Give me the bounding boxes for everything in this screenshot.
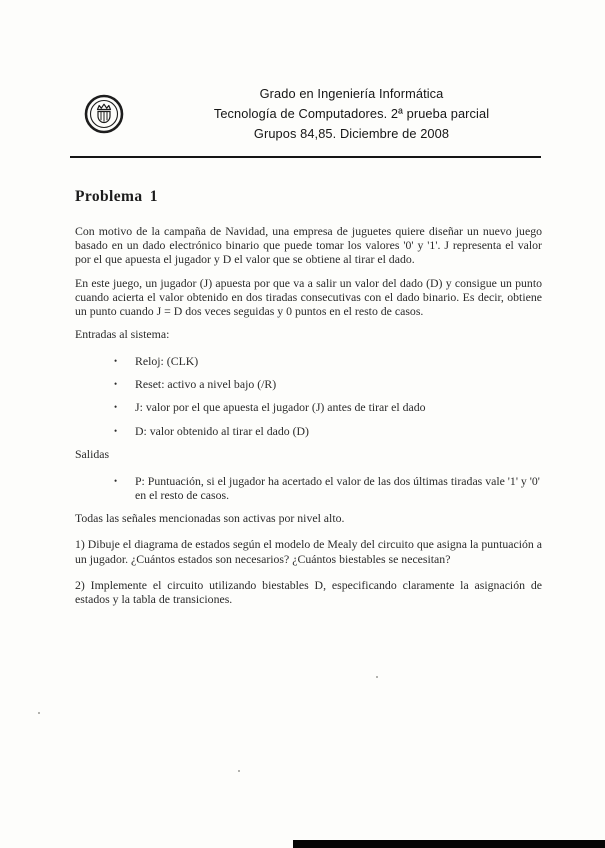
question-2: 2) Implemente el circuito utilizando biestables D, especificando claramente la asignación de estados y la tabla de transiciones. (75, 577, 542, 606)
scan-speck (38, 712, 40, 714)
header-degree-line: Grado en Ingeniería Informática (259, 86, 444, 101)
list-item (75, 400, 542, 414)
header-divider (70, 156, 541, 158)
list-item (75, 354, 542, 368)
header-text-block (158, 84, 545, 143)
document-header (84, 84, 545, 143)
bullet-icon: • (114, 379, 118, 390)
scan-artifact-bar (293, 840, 605, 848)
header-groups-date-line: Grupos 84,85. Diciembre de 2008 (253, 125, 450, 141)
university-seal-icon (84, 94, 124, 134)
problem-content (75, 188, 542, 606)
list-item (75, 424, 542, 438)
inputs-list (75, 354, 542, 438)
bullet-icon: • (114, 402, 118, 413)
header-course-line: Tecnología de Computadores. 2ª prueba parcial (213, 105, 490, 121)
input-item-text: J: valor por el que apuesta el jugador (J) antes de tirar el dado (135, 400, 426, 415)
input-item-text: D: valor obtenido al tirar el dado (D) (135, 423, 309, 438)
question-1: 1) Dibuje el diagrama de estados según el modelo de Mealy del circuito que asigna la puntuación a un jugador. ¿Cuántos estados son necesarios? ¿Cuántos biestables se necesitan? (75, 537, 542, 566)
list-item (75, 377, 542, 391)
signals-note: Todas las señales mencionadas son activas por nivel alto. (75, 511, 345, 526)
intro-paragraph-2: En este juego, un jugador (J) apuesta por que va a salir un valor del dado (D) y consigue un punto cuando acierta el valor obtenido en dos tiradas consecutivas con el dado binario. Es decir, obtiene un punto cuando J = D dos veces seguidas y 0 puntos en el resto de casos. (75, 275, 542, 318)
output-item-text: P: Puntuación, si el jugador ha acertado el valor de las dos últimas tiradas vale '1' y '0' en el resto de casos. (135, 473, 540, 503)
input-item-text: Reset: activo a nivel bajo (/R) (135, 377, 277, 392)
bullet-icon: • (114, 475, 118, 486)
input-item-text: Reloj: (CLK) (135, 354, 199, 369)
intro-paragraph-1: Con motivo de la campaña de Navidad, una empresa de juguetes quiere diseñar un nuevo juego basado en un dado electrónico binario que puede tomar los valores '0' y '1'. J representa el valor por el que apuesta el jugador y D el valor que se obtiene al tirar el dado. (75, 224, 542, 267)
scan-speck (238, 770, 240, 772)
inputs-label: Entradas al sistema: (75, 327, 170, 342)
outputs-list (75, 474, 542, 502)
outputs-label: Salidas (75, 446, 110, 461)
problem-title: Problema 1 (75, 188, 158, 206)
university-logo (84, 94, 124, 134)
list-item (75, 474, 542, 502)
scan-speck (376, 676, 378, 678)
bullet-icon: • (114, 356, 118, 367)
bullet-icon: • (114, 425, 118, 436)
